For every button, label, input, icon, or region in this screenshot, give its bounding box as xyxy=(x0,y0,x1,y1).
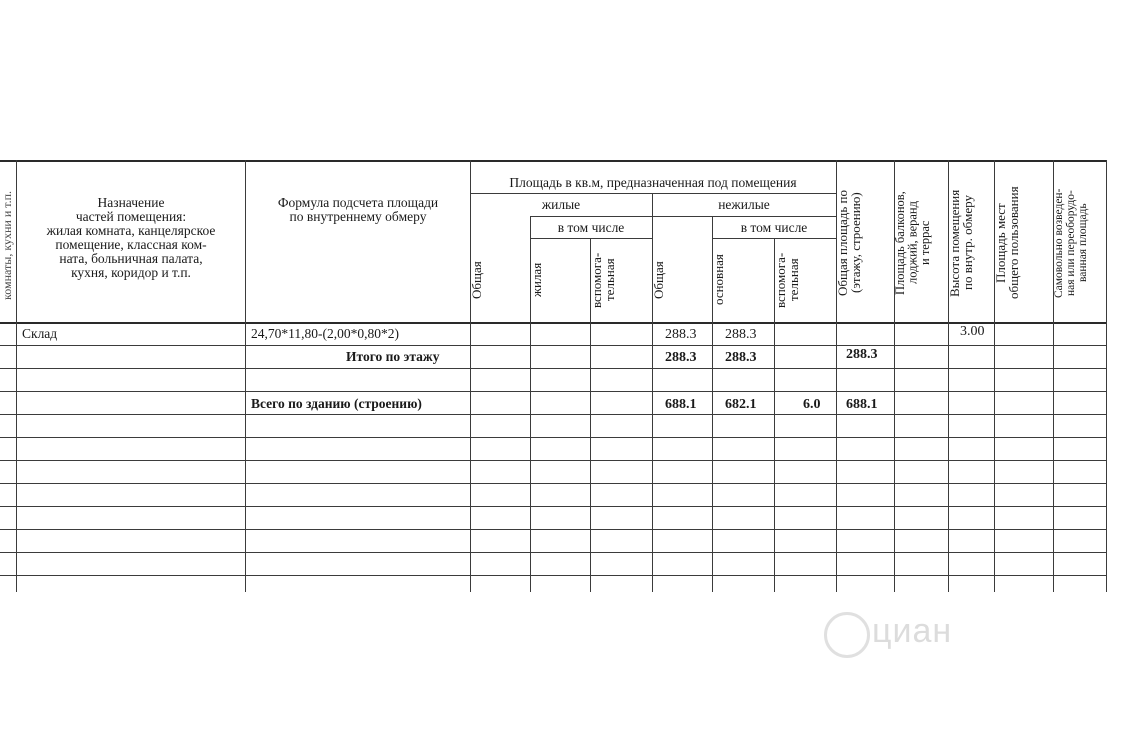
header-unauthorized: Самовольно возведен- ная или переоборудо- ванная площадь xyxy=(1053,188,1089,298)
row-line xyxy=(0,437,1106,438)
row-building-nonres-main: 682.1 xyxy=(725,397,757,412)
header-res-aux: вспомога- тельная xyxy=(589,252,617,308)
watermark-text: циан xyxy=(872,612,953,650)
header-divider-3 xyxy=(530,238,652,239)
row-floor-floor-total: 288.3 xyxy=(846,347,878,362)
left-cut-label: комнаты, кухни и т.п. xyxy=(0,190,14,300)
row-sklad-nonres-main: 288.3 xyxy=(725,327,757,342)
header-nonres-main: основная xyxy=(711,254,726,306)
row-building-label: Всего по зданию (строению) xyxy=(251,396,422,411)
row-line xyxy=(0,552,1106,553)
header-incl-nonres: в том числе xyxy=(740,220,808,235)
header-nonres-aux: вспомога- тельная xyxy=(773,252,801,308)
row-line xyxy=(0,483,1106,484)
row-line xyxy=(0,391,1106,392)
row-sklad-height: 3.00 xyxy=(960,324,985,339)
header-height: Высота помещения по внутр. обмеру xyxy=(947,189,975,297)
header-formula: Формула подсчета площади по внутреннему обмеру xyxy=(277,195,439,224)
header-res-total: Общая xyxy=(469,261,484,299)
row-floor-total-label: Итого по этажу xyxy=(346,349,440,364)
row-line xyxy=(0,368,1106,369)
header-divider-1 xyxy=(470,193,836,194)
row-floor-nonres-total: 288.3 xyxy=(665,350,697,365)
row-line xyxy=(0,575,1106,576)
header-common: Площадь мест общего пользования xyxy=(993,186,1021,300)
row-line xyxy=(0,460,1106,461)
header-area-group: Площадь в кв.м, предназначенная под помещения xyxy=(509,175,797,190)
table-top-border xyxy=(0,160,1106,162)
row-sklad-formula: 24,70*11,80-(2,00*0,80*2) xyxy=(251,326,399,341)
watermark-logo-icon xyxy=(824,612,870,658)
row-sklad-nonres-total: 288.3 xyxy=(665,327,697,342)
row-building-nonres-aux: 6.0 xyxy=(803,397,821,412)
header-nonres-total: Общая xyxy=(651,261,666,299)
row-line xyxy=(0,506,1106,507)
row-line xyxy=(0,345,1106,346)
col-line xyxy=(245,160,246,592)
col-line xyxy=(1106,160,1107,592)
row-building-nonres-total: 688.1 xyxy=(665,397,697,412)
header-nonresidential: нежилые xyxy=(718,197,770,212)
header-residential: жилые xyxy=(541,197,581,212)
row-line xyxy=(0,529,1106,530)
col-line xyxy=(470,160,471,592)
row-line xyxy=(0,414,1106,415)
header-floor-total: Общая площадь по (этажу, строению) xyxy=(835,190,863,296)
header-balconies: Площадь балконов, лоджий, веранд и террас xyxy=(893,191,932,295)
header-res-living: жилая xyxy=(529,262,544,298)
row-building-floor-total: 688.1 xyxy=(846,397,878,412)
header-purpose: Назначение частей помещения: жилая комната, канцелярское помещение, классная ком- ната, больничная палата, кухня, коридор и т.п. xyxy=(46,195,216,280)
header-incl-res: в том числе xyxy=(557,220,625,235)
row-floor-nonres-main: 288.3 xyxy=(725,350,757,365)
row-sklad-name: Склад xyxy=(22,326,58,341)
header-bottom-border xyxy=(0,322,1106,324)
header-divider-2b xyxy=(712,216,836,217)
